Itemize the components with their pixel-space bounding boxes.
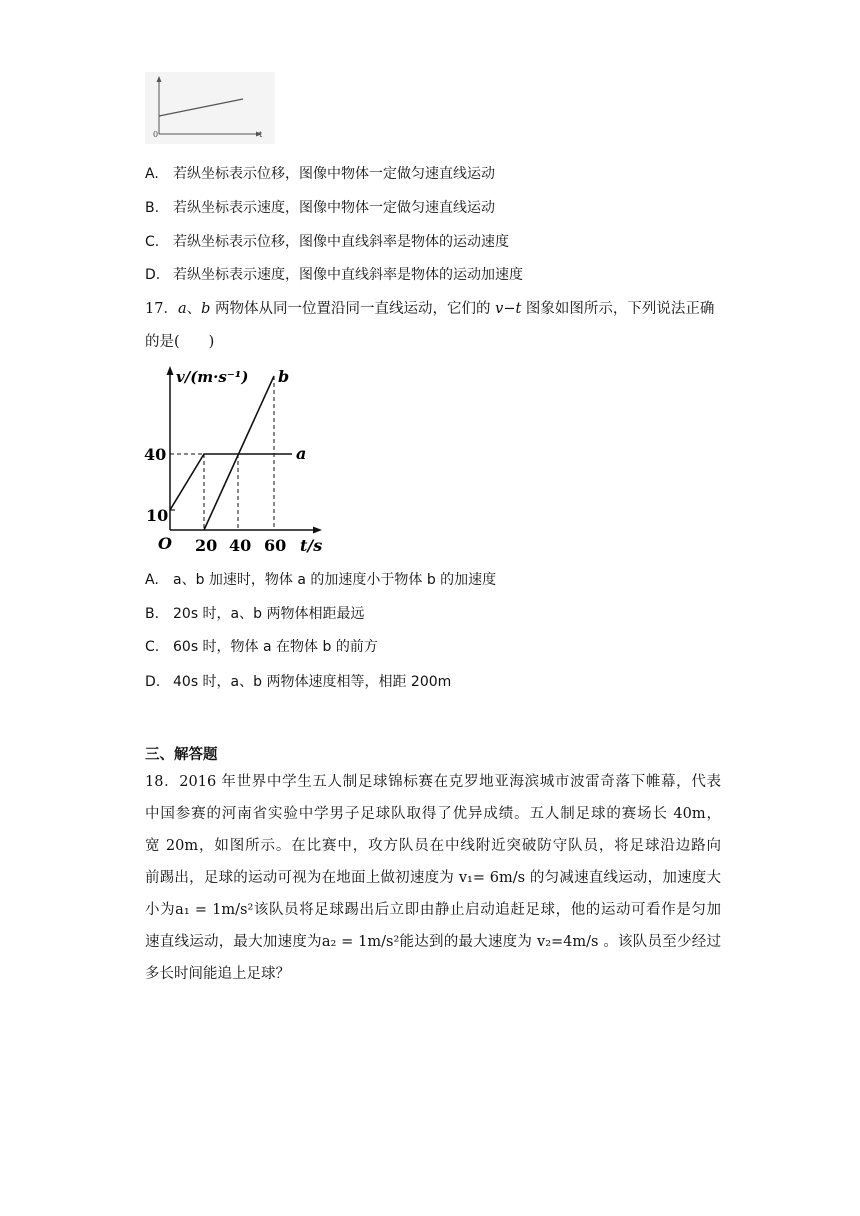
y-axis-label: v/(m·s⁻¹) bbox=[176, 368, 249, 386]
q17-option-a: A. a、b 加速时，物体 a 的加速度小于物体 b 的加速度 bbox=[145, 572, 497, 588]
q16-option-c: C. 若纵坐标表示位移，图像中直线斜率是物体的运动速度 bbox=[145, 234, 509, 250]
q16-option-d: D. 若纵坐标表示速度，图像中直线斜率是物体的运动加速度 bbox=[145, 267, 523, 283]
y-tick-10: 10 bbox=[146, 506, 169, 525]
q18-line: 多长时间能追上足球？ bbox=[145, 966, 290, 982]
q17-stem-line1: 17．a、b 两物体从同一位置沿同一直线运动，它们的 v−t 图象如图所示，下列说法正确 bbox=[145, 301, 715, 317]
line-b-label: b bbox=[278, 367, 290, 386]
origin-label: O bbox=[158, 534, 172, 553]
x-axis-label: t/s bbox=[300, 536, 323, 555]
q18-line: 前踢出，足球的运动可视为在地面上做初速度为 v₁= 6m/s 的匀减速直线运动，加速度大 bbox=[145, 870, 721, 886]
q16-graph bbox=[145, 72, 275, 144]
q17-option-c: C. 60s 时，物体 a 在物体 b 的前方 bbox=[145, 639, 378, 655]
x-tick-60: 60 bbox=[264, 536, 287, 555]
q18-text bbox=[145, 766, 721, 990]
q16-option-a: A. 若纵坐标表示位移，图像中物体一定做匀速直线运动 bbox=[145, 166, 495, 182]
q18-line: 速直线运动，最大加速度为a₂ = 1m/s²能达到的最大速度为 v₂=4m/s 。该队员至少经过 bbox=[145, 934, 721, 950]
q17-option-d: D. 40s 时，a、b 两物体速度相等，相距 200m bbox=[145, 674, 452, 690]
q16-option-b: B. 若纵坐标表示速度，图像中物体一定做匀速直线运动 bbox=[145, 200, 495, 216]
q16-x-label: t bbox=[259, 130, 263, 139]
q18-line: 小为a₁ = 1m/s²该队员将足球踢出后立即由静止启动追赶足球，他的运动可看作是匀加 bbox=[145, 902, 721, 918]
q17-vt-graph bbox=[140, 360, 340, 560]
line-a-label: a bbox=[296, 444, 307, 463]
y-tick-40: 40 bbox=[144, 445, 167, 464]
q18-line: 18．2016 年世界中学生五人制足球锦标赛在克罗地亚海滨城市波雷奇落下帷幕，代表 bbox=[145, 774, 721, 790]
x-tick-40: 40 bbox=[229, 536, 252, 555]
q18-line: 中国参赛的河南省实验中学男子足球队取得了优异成绩。五人制足球的赛场长 40m， bbox=[145, 806, 721, 822]
line-b bbox=[204, 376, 274, 530]
section-heading: 三、解答题 bbox=[145, 747, 218, 763]
q16-origin: 0 bbox=[153, 130, 159, 139]
q17-stem-line2: 的是( ) bbox=[145, 334, 215, 350]
x-tick-20: 20 bbox=[195, 536, 218, 555]
q17-option-b: B. 20s 时，a、b 两物体相距最远 bbox=[145, 606, 365, 622]
q18-line: 宽 20m，如图所示。在比赛中，攻方队员在中线附近突破防守队员，将足球沿边路向 bbox=[145, 838, 721, 854]
